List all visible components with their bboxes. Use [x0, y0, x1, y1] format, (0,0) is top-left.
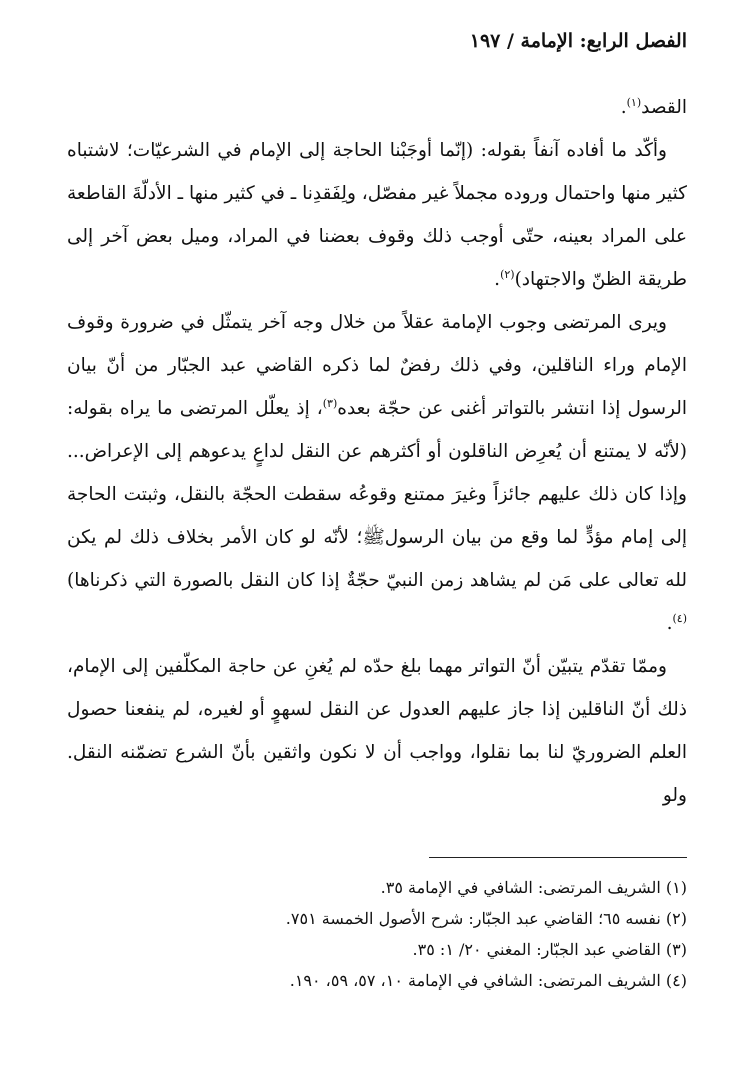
salutation-glyph: ﷺ: [362, 527, 385, 548]
paragraph-3: [67, 301, 687, 645]
footnote-item: (١) الشريف المرتضى: الشافي في الإمامة ٣٥.: [380, 878, 687, 897]
footnote-separator: [429, 857, 687, 858]
footnote-item: (٣) القاضي عبد الجبّار: المغني ٢٠/ ١: ٣٥.: [412, 940, 687, 959]
paragraph-3-text-b: ، إذ يعلّل المرتضى ما يراه بقوله: (لأنّه لا يمتنع أن يُعرِض الناقلون أو أكثرهم عن النقل لداعٍ يدعوهم إلى الإعراض... وإذا كان ذلك عليهم جائزاً وغيرَ ممتنع وقوعُه سقطت الحجّة بالنقل، وثبتت الحاجة إلى إمام مؤدٍّ لما وقع من بيان الرسول: [67, 398, 687, 548]
paragraph-2: [67, 129, 687, 301]
running-header: الفصل الرابع: الإمامة / ١٩٧: [469, 30, 687, 52]
paragraph-3-tail: .: [666, 613, 673, 634]
paragraph-1: [67, 86, 687, 129]
footnote-item: (٢) نفسه ٦٥؛ القاضي عبد الجبّار: شرح الأصول الخمسة ٧٥١.: [285, 909, 687, 928]
main-text: [67, 86, 687, 817]
paragraph-2-text: وأكّد ما أفاده آنفاً بقوله: (إنّما أوجَبْنا الحاجة إلى الإمام في الشرعيّات؛ لاشتباه كثير منها واحتمال وروده مجملاً غير مفصّل، ولِفَقدِنا ـ في كثير منها ـ الأدلّةَ القاطعة على المراد بعينه، حتّى أوجب ذلك وقوف بعضنا في المراد، وميل بعض آخر إلى طريقة الظنّ والاجتهاد): [67, 140, 687, 290]
paragraph-1-text: القصد: [641, 97, 687, 118]
paragraph-4: [67, 645, 687, 817]
footnote-ref-1: (١): [626, 95, 642, 109]
footnote-ref-4: (٤): [672, 611, 687, 625]
paragraph-3-text-c: ؛ لأنّه لو كان الأمر بخلاف ذلك لم يكن لله تعالى على مَن لم يشاهد زمن النبيّ حجّةٌ إذا كان النقل بالصورة التي ذكرناها): [67, 527, 687, 591]
footnotes-list: [67, 872, 687, 996]
footnote-ref-2: (٢): [500, 267, 515, 281]
footnote-ref-3: (٣): [322, 396, 338, 410]
paragraph-1-tail: .: [620, 97, 627, 118]
footnote-item: (٤) الشريف المرتضى: الشافي في الإمامة ١٠، ٥٧، ٥٩، ١٩٠.: [289, 971, 687, 990]
paragraph-3-text-a: ويرى المرتضى وجوب الإمامة عقلاً من خلال وجه آخر يتمثّل في ضرورة وقوف الإمام وراء الناقلين، وفي ذلك رفضٌ لما ذكره القاضي عبد الجبّار من أنّ بيان الرسول إذا انتشر بالتواتر أغنى عن حجّة بعده: [67, 312, 687, 419]
paragraph-2-tail: .: [494, 269, 501, 290]
paragraph-4-text: وممّا تقدّم يتبيّن أنّ التواتر مهما بلغ حدّه لم يُغنِ عن حاجة المكلّفين إلى الإمام، ذلك أنّ الناقلين إذا جاز عليهم العدول عن النقل لسهوٍ أو لغيره، لم ينفعنا حصول العلم الضروريّ لنا بما نقلوا، وواجب أن لا نكون واثقين بأنّ الشرع تضمّنه النقل. ولو: [67, 656, 687, 806]
